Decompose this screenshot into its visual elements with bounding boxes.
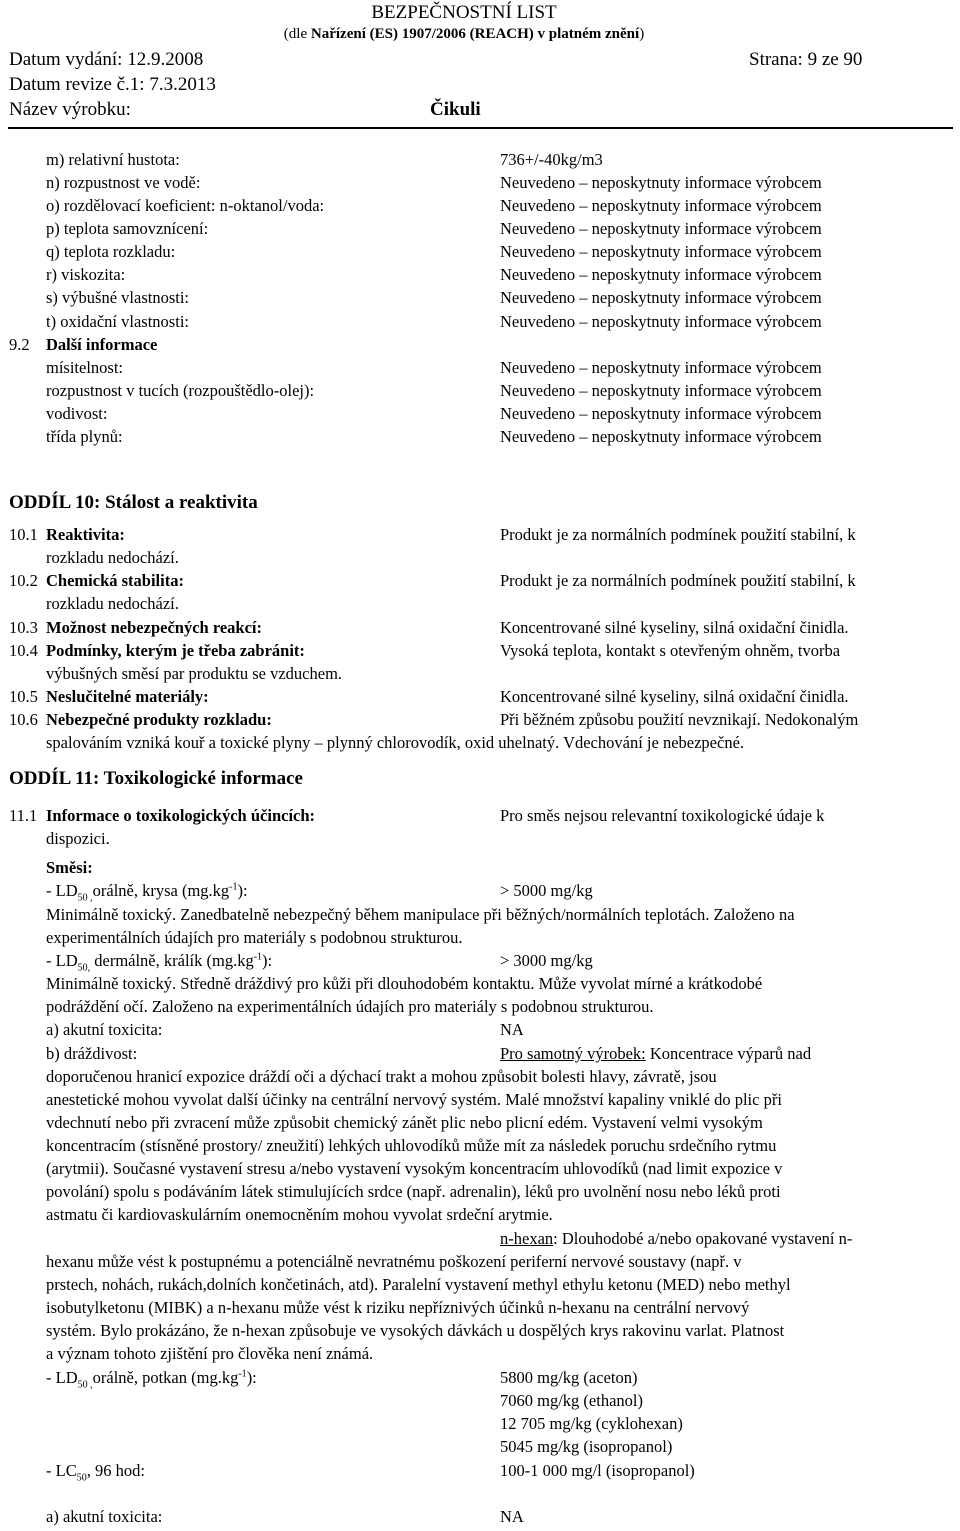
note-line: experimentálních údajích pro materiály s podobnou strukturou. xyxy=(46,928,463,947)
item-title: Možnost nebezpečných reakcí: xyxy=(46,618,262,637)
paragraph-line: astmatu či kardiovaskulárním onemocněním mohou vyvolat srdeční arytmie. xyxy=(46,1205,553,1224)
property-label: q) teplota rozkladu: xyxy=(46,242,176,261)
item-title: Podmínky, kterým je třeba zabránit: xyxy=(46,641,305,660)
ld50-oral-value: > 5000 mg/kg xyxy=(500,881,593,900)
ld-suffix: ): xyxy=(237,881,248,900)
revision-date: Datum revize č.1: 7.3.2013 xyxy=(9,74,216,95)
ld50-rat-value: 5800 mg/kg (aceton) xyxy=(500,1368,638,1387)
paragraph-line: isobutylketonu (MIBK) a n-hexanu může vést k riziku nepříznivých účinků n-hexanu na centrální nervový xyxy=(46,1298,750,1317)
note-line: Minimálně toxický. Zanedbatelně nebezpečný během manipulace při běžných/normálních teplotách. Založeno na xyxy=(46,905,795,924)
property-value: Neuvedeno – neposkytnuty informace výrobcem xyxy=(500,381,822,400)
item-continuation: rozkladu nedochází. xyxy=(46,594,179,613)
item-number: 10.1 xyxy=(9,525,38,544)
property-value: Neuvedeno – neposkytnuty informace výrobcem xyxy=(500,358,822,377)
ld-subscript: 50, xyxy=(77,962,91,974)
property-value: Neuvedeno – neposkytnuty informace výrobcem xyxy=(500,265,822,284)
item-continuation: výbušných směsí par produktu se vzduchem. xyxy=(46,664,343,683)
ld50-dermal-value: > 3000 mg/kg xyxy=(500,951,593,970)
ld-subscript: 50 , xyxy=(77,892,93,904)
property-label: p) teplota samovznícení: xyxy=(46,219,209,238)
paragraph-line: povolání) spolu s podáváním látek stimulujících srdce (např. adrenalin), léků pro uvolnění nosu nebo léků proti xyxy=(46,1182,781,1201)
item-continuation: rozkladu nedochází. xyxy=(46,548,179,567)
item-number: 11.1 xyxy=(9,806,38,825)
item-title: Reaktivita: xyxy=(46,525,125,544)
acute-toxicity-value: NA xyxy=(500,1507,524,1526)
subtitle-suffix: ) xyxy=(639,26,645,42)
property-label: třída plynů: xyxy=(46,427,123,446)
paragraph-line: hexanu může vést k postupnému a potenciálně nevratnému poškození periferní nervové soustavy (např. v xyxy=(46,1252,742,1271)
irritation-text: Koncentrace výparů nad xyxy=(645,1044,812,1063)
ld-route: dermálně, králík (mg.kg xyxy=(90,951,254,970)
subtitle-prefix: (dle xyxy=(283,26,311,42)
property-value: Neuvedeno – neposkytnuty informace výrobcem xyxy=(500,242,822,261)
subsection-number: 9.2 xyxy=(9,335,30,354)
item-number: 10.5 xyxy=(9,687,38,706)
subsection-title: Další informace xyxy=(46,335,158,354)
paragraph-line: a význam tohoto zjištění pro člověka není známá. xyxy=(46,1344,374,1363)
paragraph-line: koncentracím (stísněné prostory/ zneužití) lehkých uhlovodíků může mít za následek poruchu srdečního rytmu xyxy=(46,1136,777,1155)
ld-suffix: ): xyxy=(262,951,273,970)
ld-prefix: - LD xyxy=(46,1368,78,1387)
ld-route: orálně, krysa (mg.kg xyxy=(92,881,230,900)
ld50-rat-label xyxy=(46,1366,257,1389)
ld50-rat-value: 5045 mg/kg (isopropanol) xyxy=(500,1437,673,1456)
document-title: BEZPEČNOSTNÍ LIST xyxy=(371,2,557,23)
product-label: Název výrobku: xyxy=(9,99,131,120)
ld-suffix: ): xyxy=(246,1368,257,1387)
acute-toxicity-label: a) akutní toxicita: xyxy=(46,1020,163,1039)
ld50-rat-value: 12 705 mg/kg (cyklohexan) xyxy=(500,1414,683,1433)
hexane-text: : Dlouhodobé a/nebo opakované vystavení n- xyxy=(553,1229,853,1248)
mixtures-label: Směsi: xyxy=(46,858,93,877)
issue-date: Datum vydání: 12.9.2008 xyxy=(9,49,204,70)
hexane-heading xyxy=(500,1227,852,1250)
item-continuation: dispozici. xyxy=(46,829,110,848)
item-number: 10.4 xyxy=(9,641,38,660)
property-value: Neuvedeno – neposkytnuty informace výrobcem xyxy=(500,404,822,423)
irritation-product-heading: Pro samotný výrobek: xyxy=(500,1044,646,1063)
property-value: Neuvedeno – neposkytnuty informace výrobcem xyxy=(500,288,822,307)
irritation-value xyxy=(500,1042,811,1065)
ld-superscript: -1 xyxy=(253,951,263,963)
property-label: vodivost: xyxy=(46,404,108,423)
paragraph-line: doporučenou hranicí expozice dráždí oči a dýchací trakt a mohou způsobit bolesti hlavy, závratě, jsou xyxy=(46,1067,717,1086)
property-label: r) viskozita: xyxy=(46,265,126,284)
property-value: Neuvedeno – neposkytnuty informace výrobcem xyxy=(500,196,822,215)
property-label: mísitelnost: xyxy=(46,358,124,377)
item-value: Produkt je za normálních podmínek použití stabilní, k xyxy=(500,571,856,590)
item-value: Při běžném způsobu použití nevznikají. Nedokonalým xyxy=(500,710,859,729)
note-line: Minimálně toxický. Středně dráždivý pro kůži při dlouhodobém kontaktu. Může vyvolat mírné a krátkodobé xyxy=(46,974,763,993)
property-label: s) výbušné vlastnosti: xyxy=(46,288,189,307)
ld-route: orálně, potkan (mg.kg xyxy=(92,1368,239,1387)
lc50-label xyxy=(46,1459,145,1482)
header-divider xyxy=(8,127,953,129)
regulation-subtitle xyxy=(0,24,928,44)
item-value: Produkt je za normálních podmínek použití stabilní, k xyxy=(500,525,856,544)
lc-suffix: , 96 hod: xyxy=(86,1461,145,1480)
paragraph-line: anestetické mohou vyvolat další účinky na centrální nervový systém. Malé množství kapaliny vniklé do plic při xyxy=(46,1090,782,1109)
item-value: Pro směs nejsou relevantní toxikologické údaje k xyxy=(500,806,825,825)
property-value: Neuvedeno – neposkytnuty informace výrobcem xyxy=(500,219,822,238)
property-label: t) oxidační vlastnosti: xyxy=(46,312,189,331)
property-value: 736+/-40kg/m3 xyxy=(500,150,603,169)
property-value: Neuvedeno – neposkytnuty informace výrobcem xyxy=(500,427,822,446)
property-label: n) rozpustnost ve vodě: xyxy=(46,173,201,192)
paragraph-line: vdechnutí nebo při zvracení může způsobit chemický zánět plic nebo plicní edém. Vystavení velmi vysokým xyxy=(46,1113,763,1132)
item-number: 10.6 xyxy=(9,710,38,729)
acute-toxicity-value: NA xyxy=(500,1020,524,1039)
item-number: 10.2 xyxy=(9,571,38,590)
paragraph-line: systém. Bylo prokázáno, že n-hexan způsobuje ve vysokých dávkách u dospělých krys rakovinu varlat. Platnost xyxy=(46,1321,785,1340)
ld50-rat-value: 7060 mg/kg (ethanol) xyxy=(500,1391,643,1410)
lc-prefix: - LC xyxy=(46,1461,77,1480)
ld-superscript: -1 xyxy=(238,1368,247,1380)
property-label: m) relativní hustota: xyxy=(46,150,180,169)
item-value: Koncentrované silné kyseliny, silná oxidační činidla. xyxy=(500,687,849,706)
irritation-label: b) dráždivost: xyxy=(46,1044,138,1063)
ld-prefix: - LD xyxy=(46,881,78,900)
ld50-dermal-label xyxy=(46,949,272,972)
ld-superscript: -1 xyxy=(229,881,238,893)
note-line: podráždění očí. Založeno na experimentálních údajích pro materiály s podobnou strukturou. xyxy=(46,997,654,1016)
item-title: Nebezpečné produkty rozkladu: xyxy=(46,710,272,729)
ld-prefix: - LD xyxy=(46,951,78,970)
lc-subscript: 50 xyxy=(76,1472,87,1484)
property-label: o) rozdělovací koeficient: n-oktanol/voda: xyxy=(46,196,325,215)
item-continuation: spalováním vzniká kouř a toxické plyny – plynný chlorovodík, oxid uhelnatý. Vdechování je nebezpečné. xyxy=(46,733,745,752)
item-title: Informace o toxikologických účincích: xyxy=(46,806,316,825)
property-value: Neuvedeno – neposkytnuty informace výrobcem xyxy=(500,173,822,192)
subtitle-regulation: Nařízení (ES) 1907/2006 (REACH) v platném znění xyxy=(310,26,640,42)
hexane-label: n-hexan xyxy=(500,1229,554,1248)
item-number: 10.3 xyxy=(9,618,38,637)
section-heading: ODDÍL 10: Stálost a reaktivita xyxy=(9,492,258,513)
property-label: rozpustnost v tucích (rozpouštědlo-olej): xyxy=(46,381,315,400)
acute-toxicity-label: a) akutní toxicita: xyxy=(46,1507,163,1526)
item-value: Koncentrované silné kyseliny, silná oxidační činidla. xyxy=(500,618,849,637)
page-indicator: Strana: 9 ze 90 xyxy=(749,49,863,70)
lc50-value: 100-1 000 mg/l (isopropanol) xyxy=(500,1461,695,1480)
paragraph-line: prstech, nohách, rukách,dolních končetinách, atd). Paralelní vystavení methyl ethylu ketonu (MED) nebo methyl xyxy=(46,1275,791,1294)
item-value: Vysoká teplota, kontakt s otevřeným ohněm, tvorba xyxy=(500,641,841,660)
ld-subscript: 50 , xyxy=(77,1379,93,1391)
product-name: Čikuli xyxy=(430,99,481,120)
section-heading: ODDÍL 11: Toxikologické informace xyxy=(9,768,303,789)
item-title: Neslučitelné materiály: xyxy=(46,687,209,706)
property-value: Neuvedeno – neposkytnuty informace výrobcem xyxy=(500,312,822,331)
item-title: Chemická stabilita: xyxy=(46,571,184,590)
ld50-oral-label xyxy=(46,879,248,902)
paragraph-line: (arytmii). Současné vystavení stresu a/nebo vystavení vysokým koncentracím uhlovodíků (nad limit expozice v xyxy=(46,1159,783,1178)
